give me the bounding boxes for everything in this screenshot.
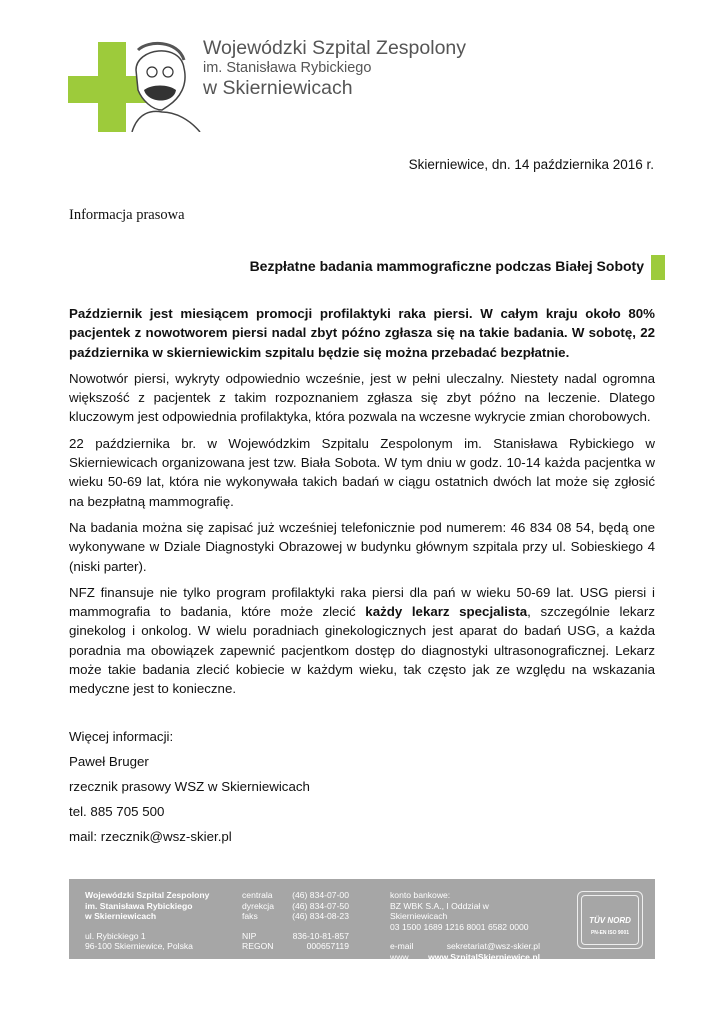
contact-email: mail: rzecznik@wsz-skier.pl — [69, 829, 232, 844]
document-date: Skierniewice, dn. 14 października 2016 r. — [408, 157, 654, 172]
logo-line-2: im. Stanisława Rybickiego — [203, 60, 372, 77]
phone: (46) 834-08-23 — [292, 911, 349, 921]
contact-heading: Więcej informacji: — [69, 729, 174, 744]
footer-name: im. Stanisława Rybickiego — [85, 900, 193, 911]
label: www — [390, 951, 409, 962]
label: faks — [242, 911, 258, 921]
portrait-logo-image — [118, 40, 204, 132]
label: dyrekcja — [242, 900, 274, 911]
paragraph — [69, 583, 655, 699]
paragraph: Nowotwór piersi, wykryty odpowiednio wcześnie, jest w pełni uleczalny. Niestety nadal ogromna większość z pacjentek z takim rozpoznaniem zgłasza się zbyt późno na leczenie. Dlatego kluczowym jest odpowiednia profilaktyka, która pozwala na wczesne wykrycie zmian chorobowych. — [69, 370, 655, 425]
text: , szczególnie lekarz ginekolog i onkolog. W wielu poradniach ginekologicznych jest aparat do badań USG, a każda poradnia ma obowiązek zapewnić pacjentkom dostęp do diagnostyki ultrasonograficznej. Lekarz może takie badania zlecić kobiecie w każdym wieku, tak często jak ze względu na wskazania medyczne jest to konieczne. — [69, 604, 655, 697]
footer-name: w Skierniewicach — [85, 911, 157, 921]
footer-phones — [291, 890, 349, 952]
label: e-mail — [390, 941, 414, 951]
bank-line: konto bankowe: — [390, 890, 451, 900]
lead-paragraph: Październik jest miesiącem promocji profilaktyki raka piersi. W całym kraju około 80% pacjentek z nowotworem piersi nadal zbyt późno zgłasza się na takie badania. W sobotę, 22 października w skierniewickim szpitalu będzie się można przebadać bezpłatnie. — [69, 306, 655, 360]
bank-line: BZ WBK S.A., I Oddział w Skierniewicach — [390, 900, 489, 921]
bank-line: 03 1500 1689 1216 8001 6582 0000 — [390, 921, 529, 932]
phone: (46) 834-07-00 — [292, 890, 349, 900]
cert-name: TÜV NORD — [589, 916, 631, 925]
document-type-label: Informacja prasowa — [69, 207, 185, 223]
label: centrala — [242, 890, 273, 900]
text: NFZ finansuje nie tylko program profilaktyki raka piersi dla pań w wieku 50-69 lat. USG piersi i mammografia to badania, które może zlecić — [69, 584, 655, 620]
footer — [69, 879, 655, 962]
footer-phone-labels — [242, 890, 274, 952]
footer-bank — [390, 890, 540, 962]
paragraph: 22 października br. w Wojewódzkim Szpitalu Zespolonym im. Stanisława Rybickiego w Skierniewicach organizowana jest tzw. Biała Sobota. W tym dniu w godz. 10-14 każda pacjentka w wieku 50-69 lat, która nie wykonywała takich badań w ciągu ostatnich dwóch lat może się zgłosić na bezpłatną mammografię. — [69, 435, 655, 509]
tuv-certificate-badge — [577, 891, 643, 949]
footer-org — [85, 890, 209, 952]
footer-address: ul. Rybickiego 1 — [85, 930, 146, 941]
label: REGON — [242, 941, 274, 951]
paragraph: Na badania można się zapisać już wcześniej telefonicznie pod numerem: 46 834 08 54, będą one wykonywane w Dziale Diagnostyki Obrazowej w budynku głównym szpitala przy ul. Sobieskiego 4 (niski parter). — [69, 519, 655, 574]
footer-address: 96-100 Skierniewice, Polska — [85, 941, 193, 951]
footer-website-link[interactable]: www.SzpitalSkierniewice.pl — [428, 951, 540, 962]
label: NIP — [242, 930, 257, 941]
nip: 836-10-81-857 — [292, 930, 349, 941]
contact-role: rzecznik prasowy WSZ w Skierniewicach — [69, 779, 310, 794]
contact-phone: tel. 885 705 500 — [69, 804, 165, 819]
cert-iso: PN-EN ISO 9001 — [590, 930, 630, 936]
document-body — [69, 304, 655, 706]
contact-name: Paweł Bruger — [69, 754, 149, 769]
contact-info — [69, 724, 310, 849]
regon: 000657119 — [306, 941, 349, 951]
footer-email-link[interactable]: sekretariat@wsz-skier.pl — [446, 941, 540, 951]
phone: (46) 834-07-50 — [292, 900, 349, 911]
footer-name: Wojewódzki Szpital Zespolony — [85, 890, 210, 900]
logo-text — [203, 38, 466, 100]
document-title: Bezpłatne badania mammograficzne podczas Białej Soboty — [249, 258, 644, 274]
logo-line-3: w Skierniewicach — [203, 77, 353, 100]
logo-line-1: Wojewódzki Szpital Zespolony — [203, 37, 467, 59]
bold-text: każdy lekarz specjalista — [365, 604, 528, 620]
title-accent-bar — [651, 255, 665, 280]
